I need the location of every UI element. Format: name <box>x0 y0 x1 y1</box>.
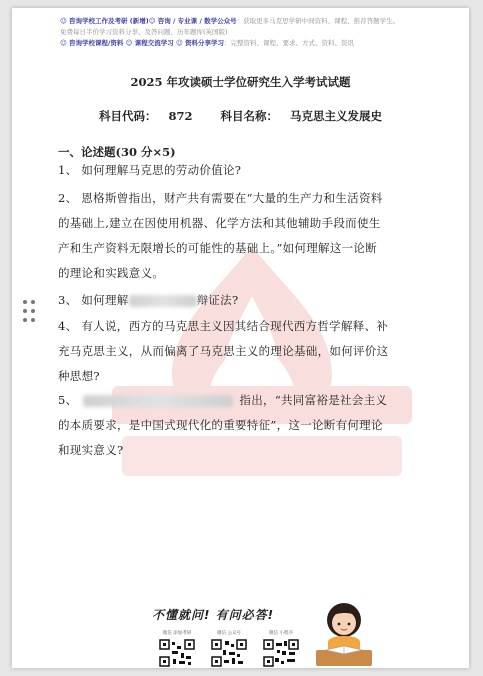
question-2-line: 的基础上,建立在因使用机器、化学方法和其他辅助手段而使生 <box>58 216 381 230</box>
question-5-line1: 指出，“共同富裕是社会主义 <box>239 393 388 407</box>
qr-label: 微信 添加考研 <box>162 631 192 636</box>
drag-handle[interactable] <box>23 300 37 324</box>
studying-girl-illustration <box>308 598 380 668</box>
document-page <box>12 8 469 668</box>
question-2-line: 的理论和实践意义。 <box>58 266 165 280</box>
question-2 <box>58 186 438 286</box>
question-5 <box>58 388 438 463</box>
section-heading: 一、论述题(30 分×5) <box>58 145 176 159</box>
redacted-text <box>83 395 233 407</box>
subject-code-label: 科目代码： <box>98 109 157 123</box>
subject-name-label: 科目名称： <box>220 109 279 123</box>
footer-slogan: 不懂就问! 有问必答! <box>152 608 275 622</box>
qr-code-icon <box>263 639 299 667</box>
question-4-line: 充马克思主义，从而偏离了马克思主义的理论基础，如何评价这 <box>58 344 389 358</box>
qr-item <box>210 630 248 668</box>
question-5-line: 的本质要求，是中国式现代化的重要特征”，这一论断有何理论 <box>58 418 383 432</box>
header-line1-highlight: ☺ 咨询学校工作及考研 (新增)☺ 咨询 / 专业课 / 数学公众号 <box>60 17 237 25</box>
qr-label: 微信 公众号 <box>217 631 241 636</box>
question-4-line: 4、 有人说，西方的马克思主义因其结合现代西方哲学解释、补 <box>58 319 389 333</box>
qr-label: 微信 小程序 <box>269 631 293 636</box>
qr-code-icon <box>159 639 195 667</box>
header-note <box>60 16 440 49</box>
qr-item <box>158 630 196 668</box>
subject-line <box>12 108 469 124</box>
question-2-line: 产和生产资料无限增长的可能性的基础上。”如何理解这一论断 <box>58 241 378 255</box>
question-1 <box>58 158 438 183</box>
question-3-prefix: 3、 如何理解 <box>58 293 129 307</box>
question-5-line: 和现实意义? <box>58 443 124 457</box>
qr-code-icon <box>211 639 247 667</box>
question-3 <box>58 288 438 313</box>
header-line3-rest: ：完整资料、课程、要求、方式、资料、资讯 <box>224 39 355 47</box>
header-line3-highlight: ☺ 咨询学校课程/资料 ☺ 课程交流学习 ☺ 资料分享学习 <box>60 39 225 47</box>
exam-title: 2025 年攻读硕士学位研究生入学考试试题 <box>130 75 351 89</box>
question-4-line: 种思想? <box>58 369 100 383</box>
subject-name: 马克思主义发展史 <box>290 109 383 123</box>
question-2-line: 2、 恩格斯曾指出，财产共有需要在“大量的生产力和生活资料 <box>58 191 383 205</box>
header-line1-rest: ：获取更多马克思学研中间资料、课程、推荐答题学生。 <box>236 17 400 25</box>
qr-item <box>262 630 300 668</box>
question-1-text: 1、 如何理解马克思的劳动价值论? <box>58 163 242 177</box>
qr-code-row <box>158 630 300 668</box>
question-5-prefix: 5、 <box>58 393 78 407</box>
redacted-text <box>129 295 197 307</box>
header-line2: 免费每日半价学习资料分享、及答问题、历年题库(英国版) <box>60 28 228 36</box>
subject-code: 872 <box>168 109 193 123</box>
question-4 <box>58 314 438 389</box>
question-3-suffix: 辩证法? <box>196 293 239 307</box>
